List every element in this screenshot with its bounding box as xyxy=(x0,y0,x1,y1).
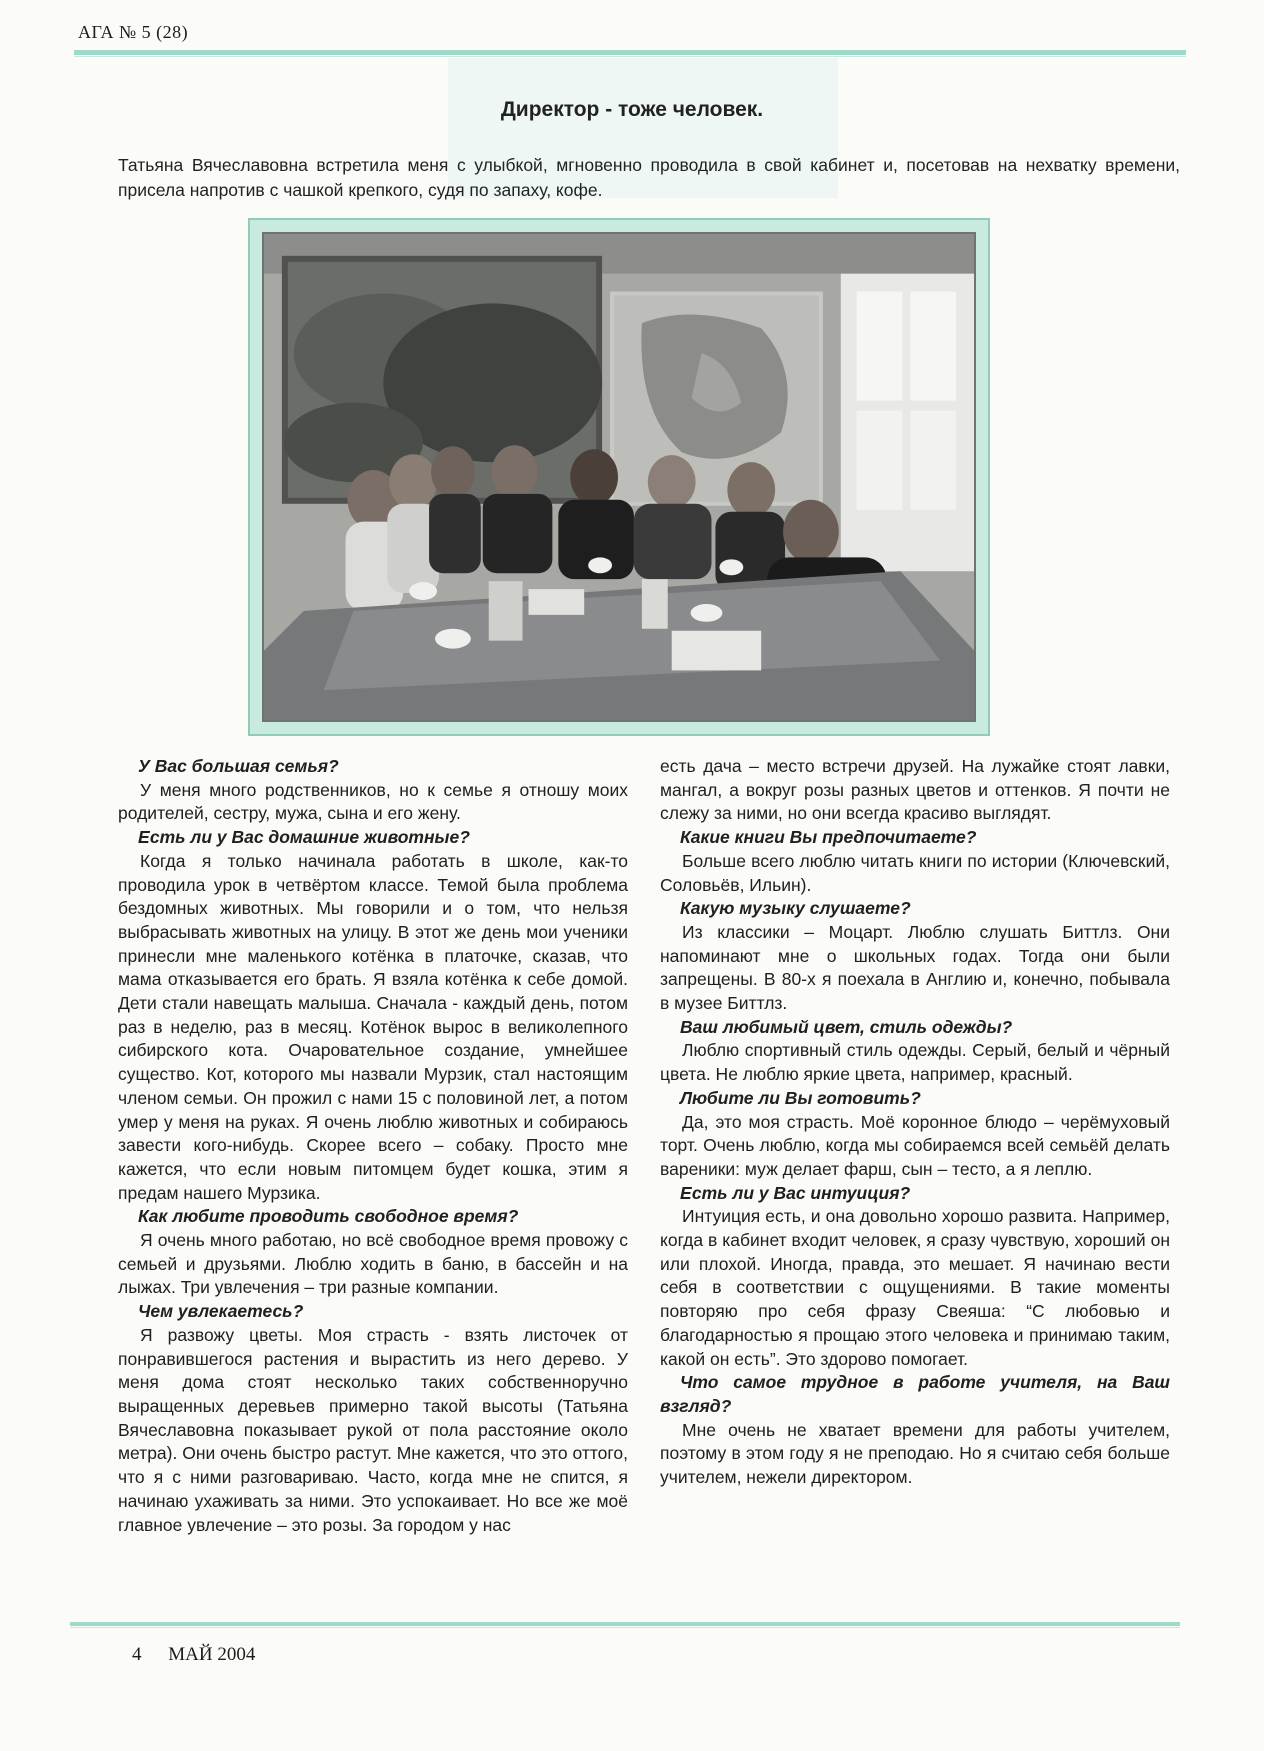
interview-answer: Я очень много работаю, но всё свободное время провожу с семьей и друзьями. Люблю ходить в баню, в бассейн и на лыжах. Три увлечения – три разные компании. xyxy=(118,1230,628,1298)
photo-people-at-table xyxy=(264,234,974,720)
bottom-rule-thin xyxy=(70,1627,1180,1628)
interview-question: Как любите проводить свободное время? xyxy=(138,1206,519,1227)
photo-frame xyxy=(248,218,990,736)
interview-question: Чем увлекаетесь? xyxy=(138,1301,304,1322)
article-lead: Татьяна Вячеславовна встретила меня с улыбкой, мгновенно проводила в свой кабинет и, посетовав на нехватку времени, присела напротив с чашкой крепкого, судя по запаху, кофе. xyxy=(118,155,1180,200)
interview-answer: Люблю спортивный стиль одежды. Серый, белый и чёрный цвета. Не люблю яркие цвета, например, красный. xyxy=(660,1040,1170,1085)
interview-question: Любите ли Вы готовить? xyxy=(680,1087,921,1108)
interview-answer: Из классики – Моцарт. Люблю слушать Биттлз. Они напоминают мне о школьных годах. Тогда они были запрещены. В 80-х я поехала в Англию и, конечно, побывала в музее Биттлз. xyxy=(660,921,1170,1014)
interview-question: Есть ли у Вас интуиция? xyxy=(680,1182,911,1203)
interview-answer: Я развожу цветы. Моя страсть - взять листочек от понравившегося растения и вырастить из него дерево. У меня дома стоят несколько таких собственноручно выращенных деревьев примерно такой высоты (Татьяна Вячеславовна показывает рукой от пола расстояние около метра). Они очень быстро растут. Мне кажется, что это оттого, что я с ними разговариваю. Часто, когда мне не спится, я начинаю ухаживать за ними. Это успокаивает. Но все же моё главное увлечение – это розы. За городом у нас xyxy=(118,1324,628,1535)
interview-question: Есть ли у Вас домашние животные? xyxy=(138,827,470,848)
top-rule xyxy=(74,50,1186,55)
interview-question: Что самое трудное в работе учителя, на Ваш взгляд? xyxy=(660,1372,1170,1416)
interview-question: Какие книги Вы предпочитаете? xyxy=(680,827,977,848)
bottom-rule xyxy=(70,1622,1180,1626)
top-rule-thin xyxy=(74,56,1186,57)
issue-date: МАЙ 2004 xyxy=(168,1644,256,1665)
article-title: Директор - тоже человек. xyxy=(500,98,764,121)
interview-answer: Да, это моя страсть. Моё коронное блюдо – черёмуховый торт. Очень люблю, когда мы собираемся всей семьёй делать вареники: муж делает фарш, сын – тесто, а я леплю. xyxy=(660,1111,1170,1179)
page-number: 4 xyxy=(132,1644,142,1665)
issue-header: АГА № 5 (28) xyxy=(78,22,189,42)
answer-continuation: есть дача – место встречи друзей. На лужайке стоят лавки, мангал, а вокруг розы разных цветов и оттенков. Я почти не слежу за ними, но они всегда красиво выглядят. xyxy=(660,756,1170,824)
right-column xyxy=(660,755,1170,1490)
page-footer xyxy=(132,1644,277,1666)
interview-answer: Интуиция есть, и она довольно хорошо развита. Например, когда в кабинет входит человек, я сразу чувствую, хороший он или плохой. Иногда, правда, это мешает. Я начинаю вести себя в соответствии с ощущениями. В такие моменты повторяю про себя фразу Свеяша: “С любовью и благодарностью я прощаю этого человека и принимаю таким, какой он есть”. Это здорово помогает. xyxy=(660,1206,1170,1369)
interview-answer: Больше всего люблю читать книги по истории (Ключевский, Соловьёв, Ильин). xyxy=(660,850,1170,895)
interview-answer: У меня много родственников, но к семье я отношу моих родителей, сестру, мужа, сына и его жену. xyxy=(118,779,628,824)
interview-question: Какую музыку слушаете? xyxy=(680,898,911,919)
interview-question: Ваш любимый цвет, стиль одежды? xyxy=(680,1016,1013,1037)
interview-answer: Когда я только начинала работать в школе, как-то проводила урок в четвёртом классе. Темой была проблема бездомных животных. Мы говорили и о том, что нельзя выбрасывать животных на улицу. В этот же день мои ученики принесли мне маленького котёнка в платочке, сказав, что мама отказывается его брать. Я взяла котёнка к себе домой. Дети стали навещать малыша. Сначала - каждый день, потом раз в неделю, раз в месяц. Котёнок вырос в великолепного сибирского кота. Очаровательное создание, умнейшее существо. Кот, которого мы назвали Мурзик, стал настоящим членом семьи. Он прожил с нами 15 с половиной лет, а потом умер у меня на руках. Я очень люблю животных и собираюсь завести кого-нибудь. Скорее всего – собаку. Просто мне кажется, что если новым питомцем будет кошка, этим я предам нашего Мурзика. xyxy=(118,850,628,1203)
left-column xyxy=(118,755,628,1537)
interview-question: У Вас большая семья? xyxy=(138,756,339,776)
group-photo xyxy=(262,232,976,722)
interview-answer: Мне очень не хватает времени для работы учителем, поэтому в этом году я не преподаю. Но я считаю себя больше учителем, нежели директором. xyxy=(660,1419,1170,1488)
